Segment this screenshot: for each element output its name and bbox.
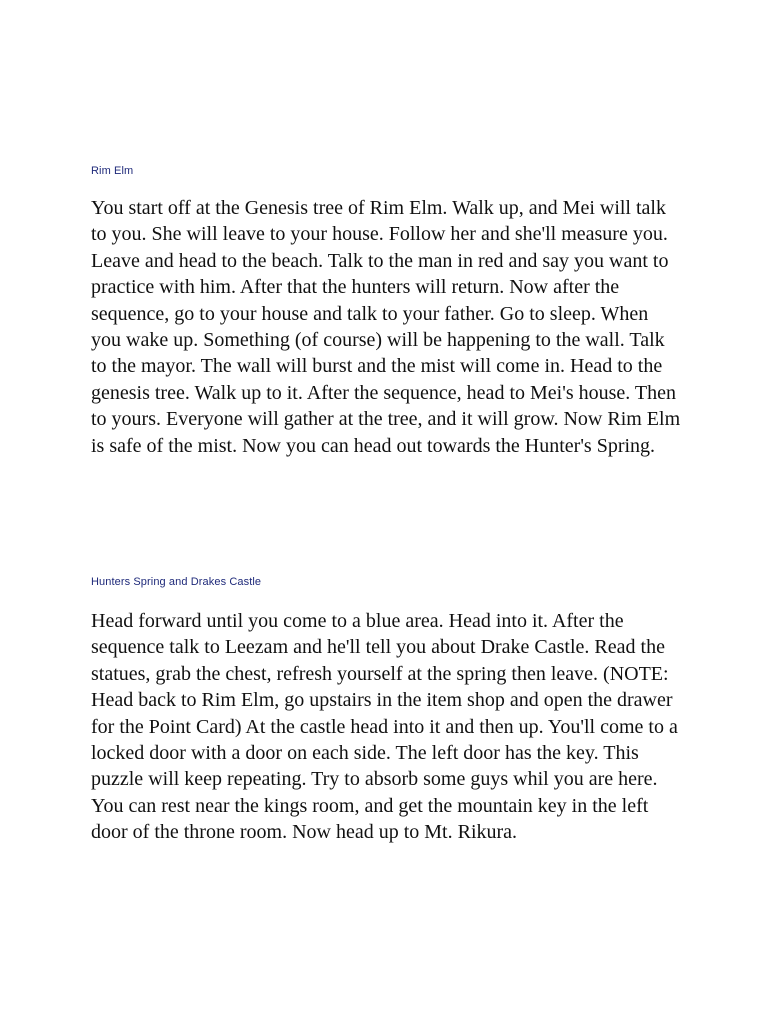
section-heading: Hunters Spring and Drakes Castle (91, 576, 262, 588)
section-heading: Rim Elm (91, 165, 134, 177)
section-body: You start off at the Genesis tree of Rim Elm. Walk up, and Mei will talk to you. She will leave to your house. Follow her and she'll measure you. Leave and head to the beach. Talk to the man in red and say you want to practice with him. After that the hunters will return. Now after the sequence, go to your house and talk to your father. Go to sleep. When you wake up. Something (of course) will be happening to the wall. Talk to the mayor. The wall will burst and the mist will come in. Head to the genesis tree. Walk up to it. After the sequence, head to Mei's house. Then to yours. Everyone will gather at the tree, and it will grow. Now Rim Elm is safe of the mist. Now you can head out towards the Hunter's Spring. (91, 197, 681, 457)
section-hunters-spring (91, 575, 681, 846)
section-rim-elm (91, 164, 681, 459)
section-body: Head forward until you come to a blue area. Head into it. After the sequence talk to Leezam and he'll tell you about Drake Castle. Read the statues, grab the chest, refresh yourself at the spring then leave. (NOTE: Head back to Rim Elm, go upstairs in the item shop and open the drawer for the Point Card) At the castle head into it and then up. You'll come to a locked door with a door on each side. The left door has the key. This puzzle will keep repeating. Try to absorb some guys whil you are here. You can rest near the kings room, and get the mountain key in the left door of the throne room. Now head up to Mt. Rikura. (91, 610, 678, 844)
